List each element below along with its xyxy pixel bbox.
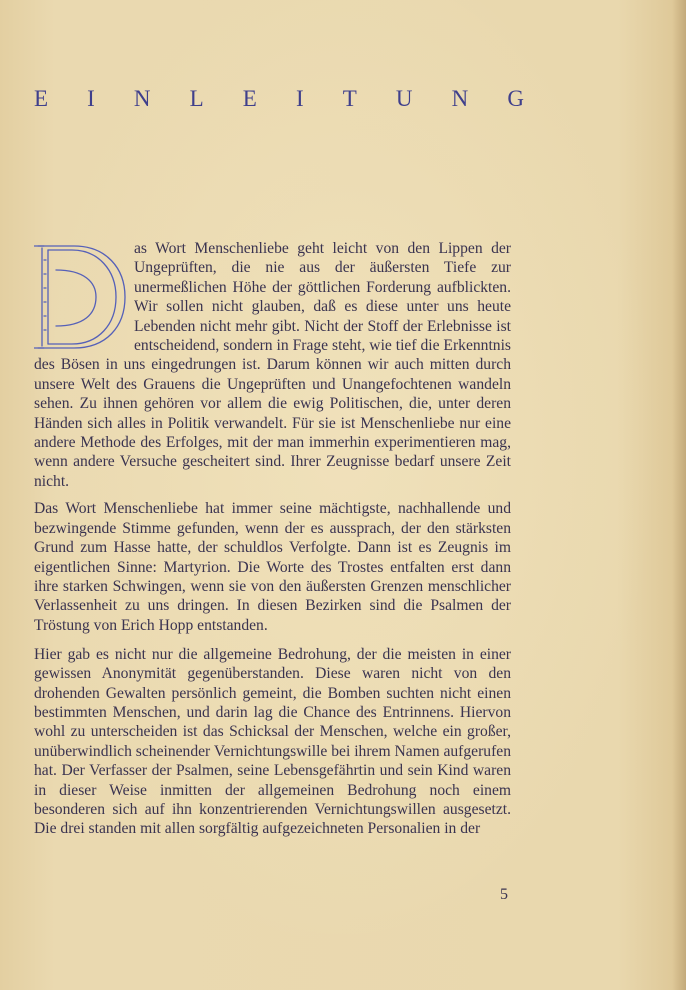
heading-letter: N	[133, 86, 151, 111]
paragraph-2: Das Wort Menschenliebe hat immer seine mächtigste, nachhallende und bezwingende Stimme gefunden, wenn der es aussprach, der den stärksten Grund zum Hasse hatte, der schuldlos Verfolgte. Dann ist es Zeugnis im eigentlichen Sinne: Martyrion. Die Worte des Trostes entfalten erst dann ihre starken Schwingen, wenn sie von den äußersten Grenzen menschlicher Verlassenheit zu uns dringen. In diesen Bezirken sind die Psalmen der Tröstung von Erich Hopp entstanden.	[34, 500, 511, 634]
heading-letter: I	[295, 86, 304, 111]
heading-letter: E	[242, 86, 257, 111]
chapter-heading	[34, 86, 524, 112]
heading-letter: L	[189, 86, 204, 111]
paragraph-1	[34, 239, 511, 491]
heading-letter: U	[395, 86, 413, 111]
heading-letter: T	[342, 86, 357, 111]
heading-letter: E	[34, 86, 49, 111]
paragraph-3: Hier gab es nicht nur die allgemeine Bedrohung, der die meisten in einer gewissen Anonymität gegenüberstanden. Diese waren nicht von den drohenden Gewalten persönlich gemeint, die Bomben suchten nicht einen bestimmten Menschen, und darin lag die Chance des Entrinnens. Hiervon wohl zu unterscheiden ist das Schicksal der Menschen, welche ein großer, unüberwindlich scheinender Vernichtungswille bei ihrem Namen aufgerufen hat. Der Verfasser der Psalmen, seine Lebensgefährtin und sein Kind waren in dieser Weise inmitten der allgemeinen Bedrohung noch einem besonderen sich auf ihn konzentrierenden Vernichtungswillen ausgesetzt. Die drei standen mit allen sorgfältig aufgezeichneten Personalien in der	[34, 645, 511, 838]
heading-letter: G	[507, 86, 524, 111]
body-text	[34, 239, 511, 848]
paragraph-text: as Wort Menschenliebe geht leicht von den Lippen der Ungeprüften, die nie aus der äußersten Tiefe zur unermeßlichen Höhe der göttlichen Forderung aufblickten. Wir sollen nicht glauben, daß es diese unter uns heute Lebenden nicht mehr gibt. Nicht der Stoff der Erlebnisse ist entscheidend, sondern in Frage steht, wie tief die Erkenntnis des Bösen in uns eingedrungen ist. Darum können wir auch mitten durch unsere Welt des Grauens die Ungeprüften und Unangefochtenen wandeln sehen. Zu ihnen gehören vor allem die ewig Politischen, die, unter deren Händen sich alles in Politik verwandelt. Für sie ist Menschenliebe nur eine andere Methode des Erfolges, mit der man immerhin experimentieren mag, wenn andere Versuche gescheitert sind. Ihrer Zeugnisse bedarf unsere Zeit nicht.	[34, 240, 511, 490]
page-edge-shadow	[672, 0, 686, 990]
heading-letter: N	[451, 86, 469, 111]
page-number: 5	[500, 886, 508, 903]
dropcap-d-icon	[34, 240, 128, 352]
dropcap-letter	[34, 240, 128, 352]
heading-letter: I	[87, 86, 95, 111]
